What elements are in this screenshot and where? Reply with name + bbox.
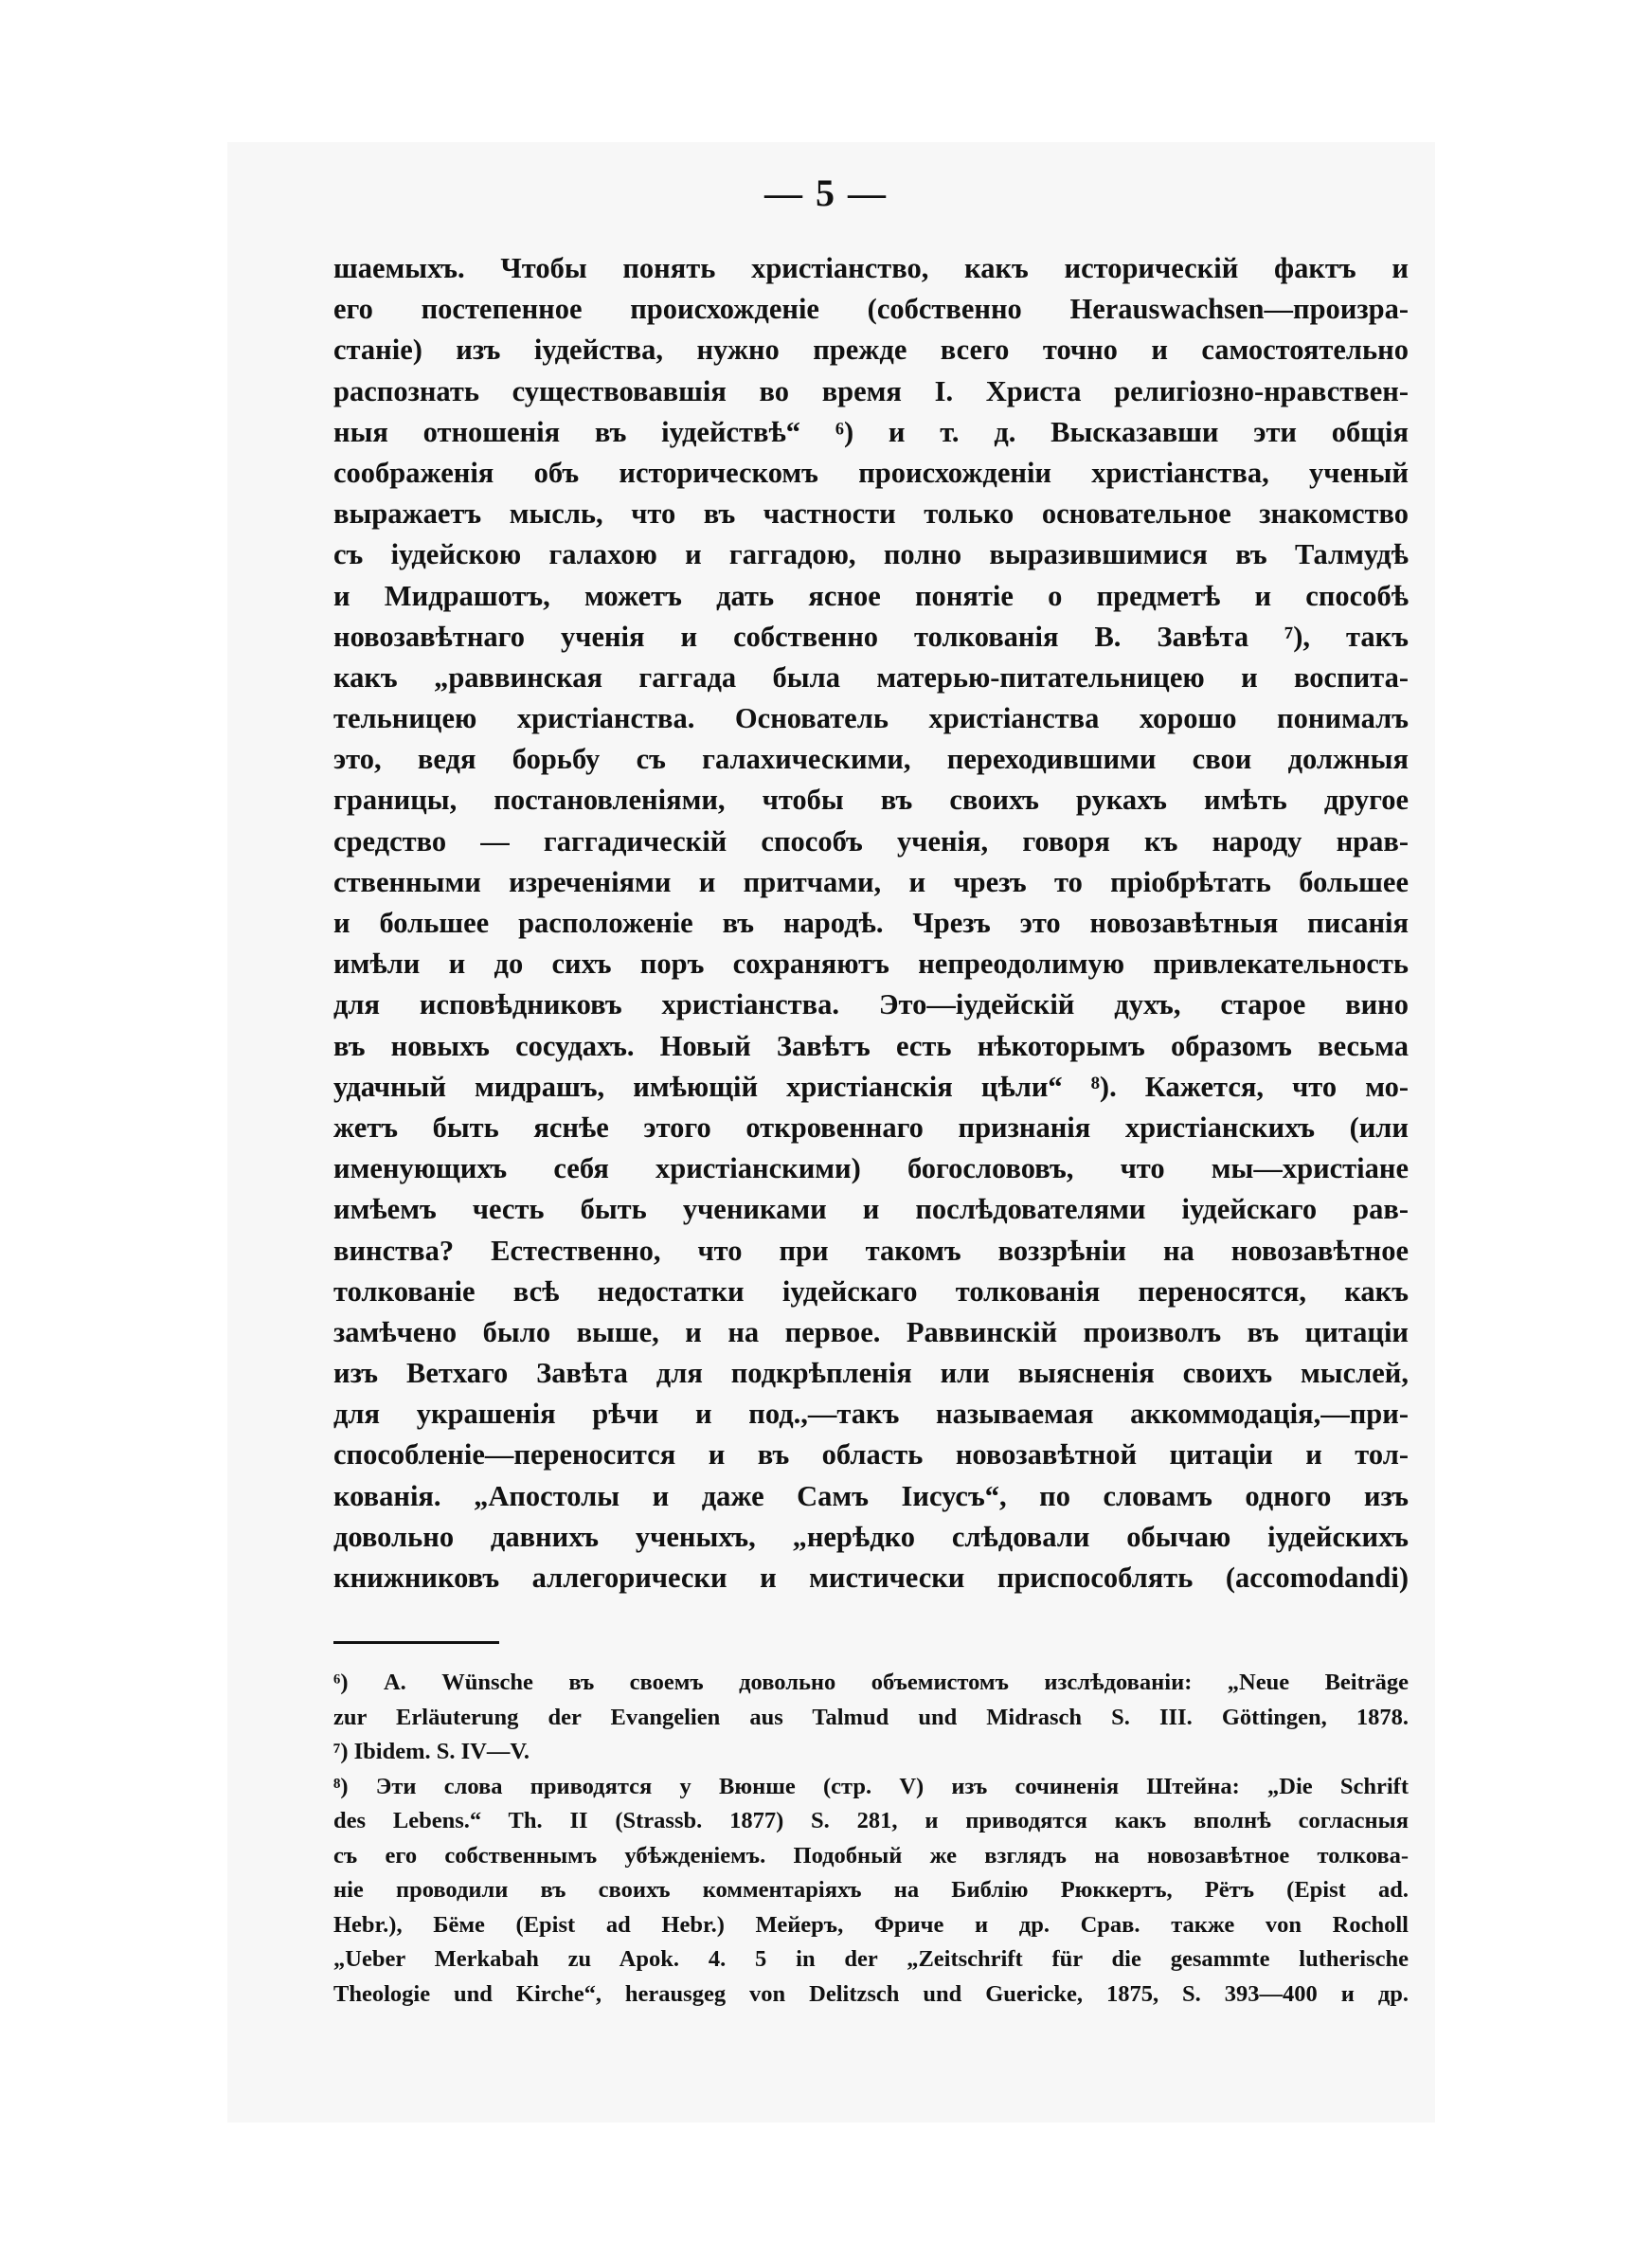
body-line: и большее расположеніе въ народѣ. Чрезъ это новозавѣтныя писанія — [333, 907, 1409, 939]
body-line: его постепенное происхожденіе (собственно Herauswachsen—произра- — [333, 293, 1409, 326]
footnote-line: „Ueber Merkabah zu Apok. 4. 5 in der „Zeitschrift für die gesammte lutherische — [333, 1946, 1409, 1972]
body-line: ственными изреченіями и притчами, и чрезъ то пріобрѣтать большее — [333, 865, 1409, 898]
body-line: кованія. „Апостолы и даже Самъ Іисусъ“, по словамъ одного изъ — [333, 1479, 1409, 1512]
footnote-line: ⁷) Ibidem. S. IV—V. — [333, 1739, 530, 1764]
footnote-separator — [333, 1641, 499, 1644]
body-line: и Мидрашотъ, можетъ дать ясное понятіе о предметѣ и способѣ — [333, 579, 1409, 612]
body-line: удачный мидрашъ, имѣющій христіанскія цѣли“ ⁸). Кажется, что мо- — [333, 1070, 1409, 1103]
footnote-line: ⁸) Эти слова приводятся у Вюнше (стр. V) изъ сочиненія Штейна: „Die Schrift — [333, 1773, 1409, 1799]
footnote-line: Hebr.), Бёме (Epist ad Hebr.) Мейеръ, Фриче и др. Срав. также von Rocholl — [333, 1911, 1409, 1938]
body-line: имѣемъ честь быть учениками и послѣдователями іудейскаго рав- — [333, 1193, 1409, 1226]
body-line: именующихъ себя христіанскими) богослововъ, что мы—христіане — [333, 1152, 1409, 1185]
footnote-line: Theologie und Kirche“, herausgeg von Delitzsch und Guericke, 1875, S. 393—400 и др. — [333, 1980, 1409, 2007]
footnote-line: съ его собственнымъ убѣжденіемъ. Подобный же взглядъ на новозавѣтное толкова- — [333, 1842, 1409, 1869]
body-line: выражаетъ мысль, что въ частности только основательное знакомство — [333, 497, 1409, 531]
footnote-line: ⁶) А. Wünsche въ своемъ довольно объемистомъ изслѣдованіи: „Neue Beiträge — [333, 1670, 1409, 1695]
footnote-line: des Lebens.“ Th. II (Strassb. 1877) S. 281, и приводятся какъ вполнѣ согласныя — [333, 1808, 1409, 1833]
body-line: шаемыхъ. Чтобы понять христіанство, какъ историческій фактъ и — [333, 252, 1409, 284]
body-line: способленіе—переносится и въ область новозавѣтной цитаціи и тол- — [333, 1438, 1409, 1472]
body-line: это, ведя борьбу съ галахическими, переходившими свои должныя — [333, 743, 1409, 776]
body-line: для исповѣдниковъ христіанства. Это—іудейскій духъ, старое вино — [333, 988, 1409, 1021]
body-line: тельницею христіанства. Основатель христіанства хорошо понималъ — [333, 702, 1409, 735]
body-line: съ іудейскою галахою и гаггадою, полно выразившимися въ Талмудѣ — [333, 538, 1409, 571]
body-line: толкованіе всѣ недостатки іудейскаго толкованія переносятся, какъ — [333, 1274, 1409, 1308]
body-line: распознать существовавшія во время І. Христа религіозно-нравствен- — [333, 374, 1409, 407]
body-text — [333, 248, 1409, 1598]
page-number: — 5 — — [764, 172, 888, 214]
body-line: въ новыхъ сосудахъ. Новый Завѣтъ есть нѣкоторымъ образомъ весьма — [333, 1029, 1409, 1062]
body-line: замѣчено было выше, и на первое. Раввинскій произволъ въ цитаціи — [333, 1315, 1409, 1348]
footnotes — [333, 1666, 1409, 2012]
body-line: изъ Ветхаго Завѣта для подкрѣпленія или выясненія своихъ мыслей, — [333, 1357, 1409, 1390]
body-line: соображенія объ историческомъ происхожденіи христіанства, ученый — [333, 456, 1409, 489]
body-line: для украшенія рѣчи и под.,—такъ называемая аккоммодація,—при- — [333, 1398, 1409, 1431]
body-line: ныя отношенія въ іудействѣ“ ⁶) и т. д. Высказавши эти общія — [333, 415, 1409, 448]
body-line: какъ „раввинская гаггада была матерью-питательницею и воспита- — [333, 660, 1409, 694]
body-line: станіе) изъ іудейства, нужно прежде всего точно и самостоятельно — [333, 334, 1409, 367]
body-line: винства? Естественно, что при такомъ воззрѣніи на новозавѣтное — [333, 1234, 1409, 1267]
footnote-line: ніе проводили въ своихъ комментаріяхъ на Библію Рюккертъ, Рётъ (Epist ad. — [333, 1877, 1409, 1903]
body-line: книжниковъ аллегорически и мистически приспособлять (accomodandi) — [333, 1562, 1409, 1594]
body-line: жетъ быть яснѣе этого откровеннаго признанія христіанскихъ (или — [333, 1110, 1409, 1144]
footnote-line: zur Erläuterung der Evangelien aus Talmud und Midrasch S. III. Göttingen, 1878. — [333, 1704, 1409, 1730]
body-line: новозавѣтнаго ученія и собственно толкованія В. Завѣта ⁷), такъ — [333, 620, 1409, 653]
body-line: средство — гаггадическій способъ ученія, говоря къ народу нрав- — [333, 824, 1409, 858]
body-line: имѣли и до сихъ поръ сохраняютъ непреодолимую привлекательность — [333, 948, 1409, 981]
body-line: границы, постановленіями, чтобы въ своихъ рукахъ имѣть другое — [333, 784, 1409, 817]
body-line: довольно давнихъ ученыхъ, „нерѣдко слѣдовали обычаю іудейскихъ — [333, 1520, 1409, 1553]
